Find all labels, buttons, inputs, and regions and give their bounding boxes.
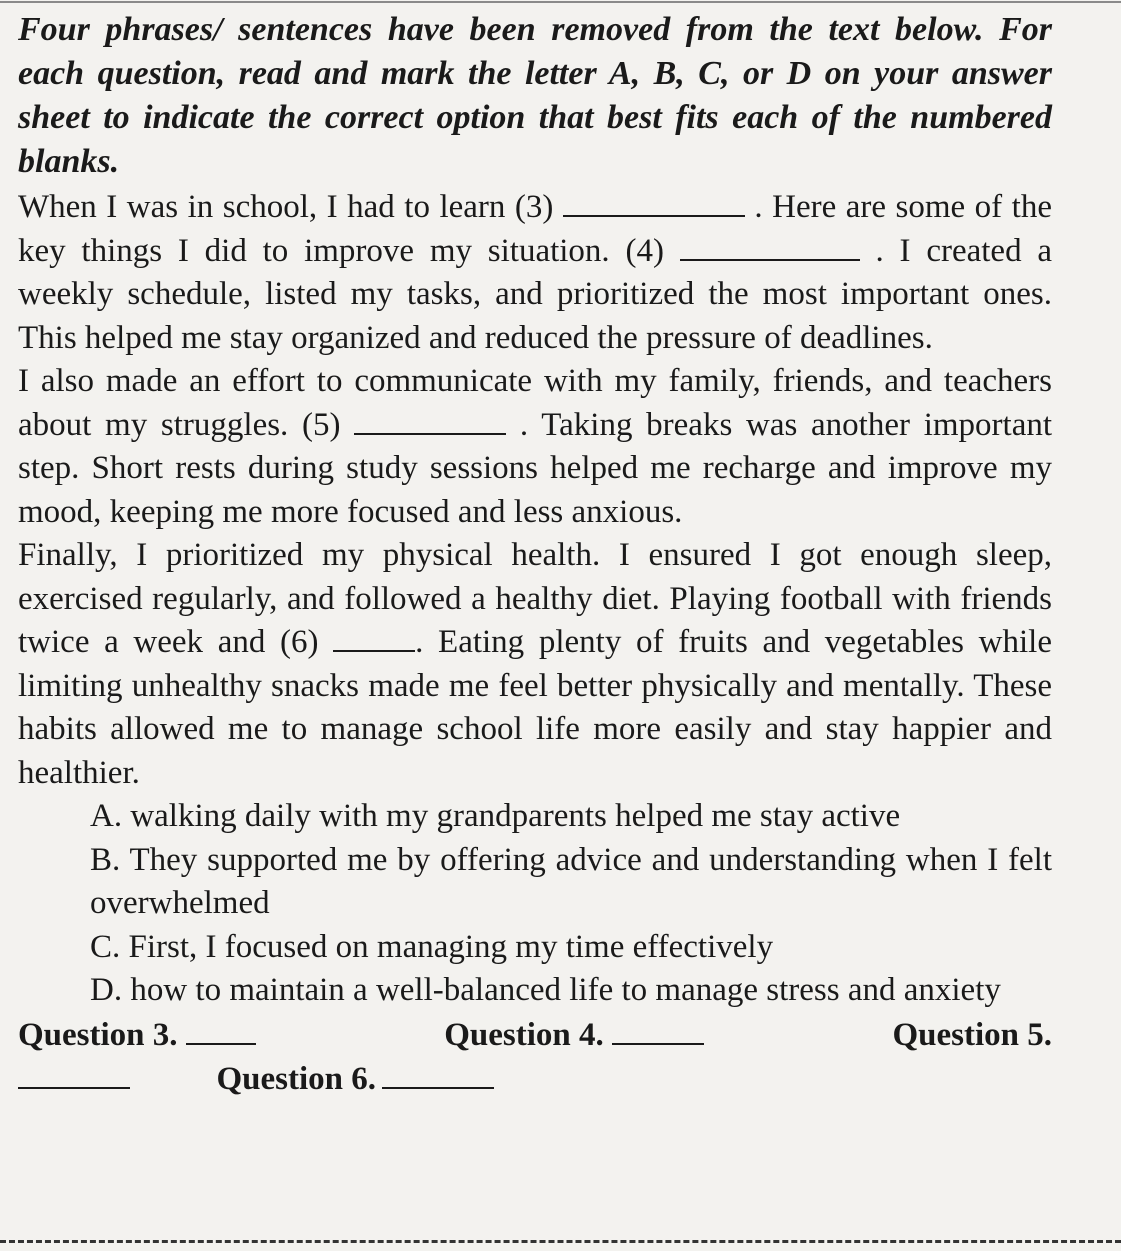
instructions-text: Four phrases/ sentences have been removed from the text below. For each question, read and mark the letter A, B, C, or D on your answer sheet to indicate the correct option that best fits each of the numbered blanks.	[18, 11, 1052, 180]
question-4-answer-blank	[612, 1019, 704, 1045]
question-5-answer-blank	[18, 1061, 130, 1089]
paragraph-1-part-2: . Here are some of the key things I did to improve my situation. (4)	[18, 189, 1052, 269]
question-3-label: Question 3.	[18, 1016, 178, 1053]
question-4-label: Question 4.	[444, 1016, 604, 1053]
blank-3	[563, 189, 745, 217]
question-6-label: Question 6.	[216, 1060, 377, 1097]
question-3-answer-blank	[186, 1019, 256, 1045]
paragraph-2	[18, 360, 1052, 534]
question-6	[217, 1061, 495, 1097]
question-answer-lines	[18, 1013, 1052, 1101]
option-b: B. They supported me by offering advice and understanding when I felt overwhelmed	[90, 841, 1052, 921]
question-row-2	[18, 1057, 1052, 1101]
question-3	[18, 1013, 256, 1057]
paragraph-2-part-2: . Taking breaks was another important step. Short rests during study sessions helped me recharge and improve my mood, keeping me more focused and less anxious.	[18, 406, 1053, 530]
question-5	[892, 1013, 1052, 1057]
option-a: A. walking daily with my grandparents helped me stay active	[90, 798, 901, 834]
paragraph-3-part-1: Finally, I prioritized my physical health. I ensured I got enough sleep, exercised regularly, and followed a healthy diet. Playing football with friends twice a week and (6)	[18, 537, 1052, 660]
cut-off-next-line	[0, 1240, 1121, 1251]
option-d: D. how to maintain a well-balanced life to manage stress and anxiety	[90, 972, 1001, 1008]
question-6-answer-blank	[382, 1063, 494, 1089]
blank-4	[680, 233, 860, 261]
answer-options	[90, 795, 1052, 1013]
exercise-page	[18, 8, 1052, 1101]
paragraph-3	[18, 534, 1052, 795]
paragraph-1	[18, 186, 1052, 360]
paragraph-1-part-3: . I created a weekly schedule, listed my tasks, and prioritized the most important ones. This helped me stay organized and reduced the pressure of deadlines.	[18, 232, 1052, 356]
question-4	[444, 1013, 704, 1057]
question-row-1	[18, 1013, 1052, 1057]
paragraph-1-part-1: When I was in school, I had to learn (3)	[18, 189, 563, 225]
paragraph-3-part-2: . Eating plenty of fruits and vegetables while limiting unhealthy snacks made me feel better physically and mentally. These habits allowed me to manage school life more easily and stay happier and healthier.	[18, 624, 1052, 791]
blank-5	[354, 407, 506, 435]
option-c: C. First, I focused on managing my time effectively	[90, 928, 774, 965]
paragraph-2-part-1: I also made an effort to communicate with my family, friends, and teachers about my struggles. (5)	[18, 363, 1052, 443]
blank-6	[333, 624, 415, 652]
top-divider	[0, 1, 1121, 3]
question-5-label: Question 5.	[892, 1016, 1052, 1053]
